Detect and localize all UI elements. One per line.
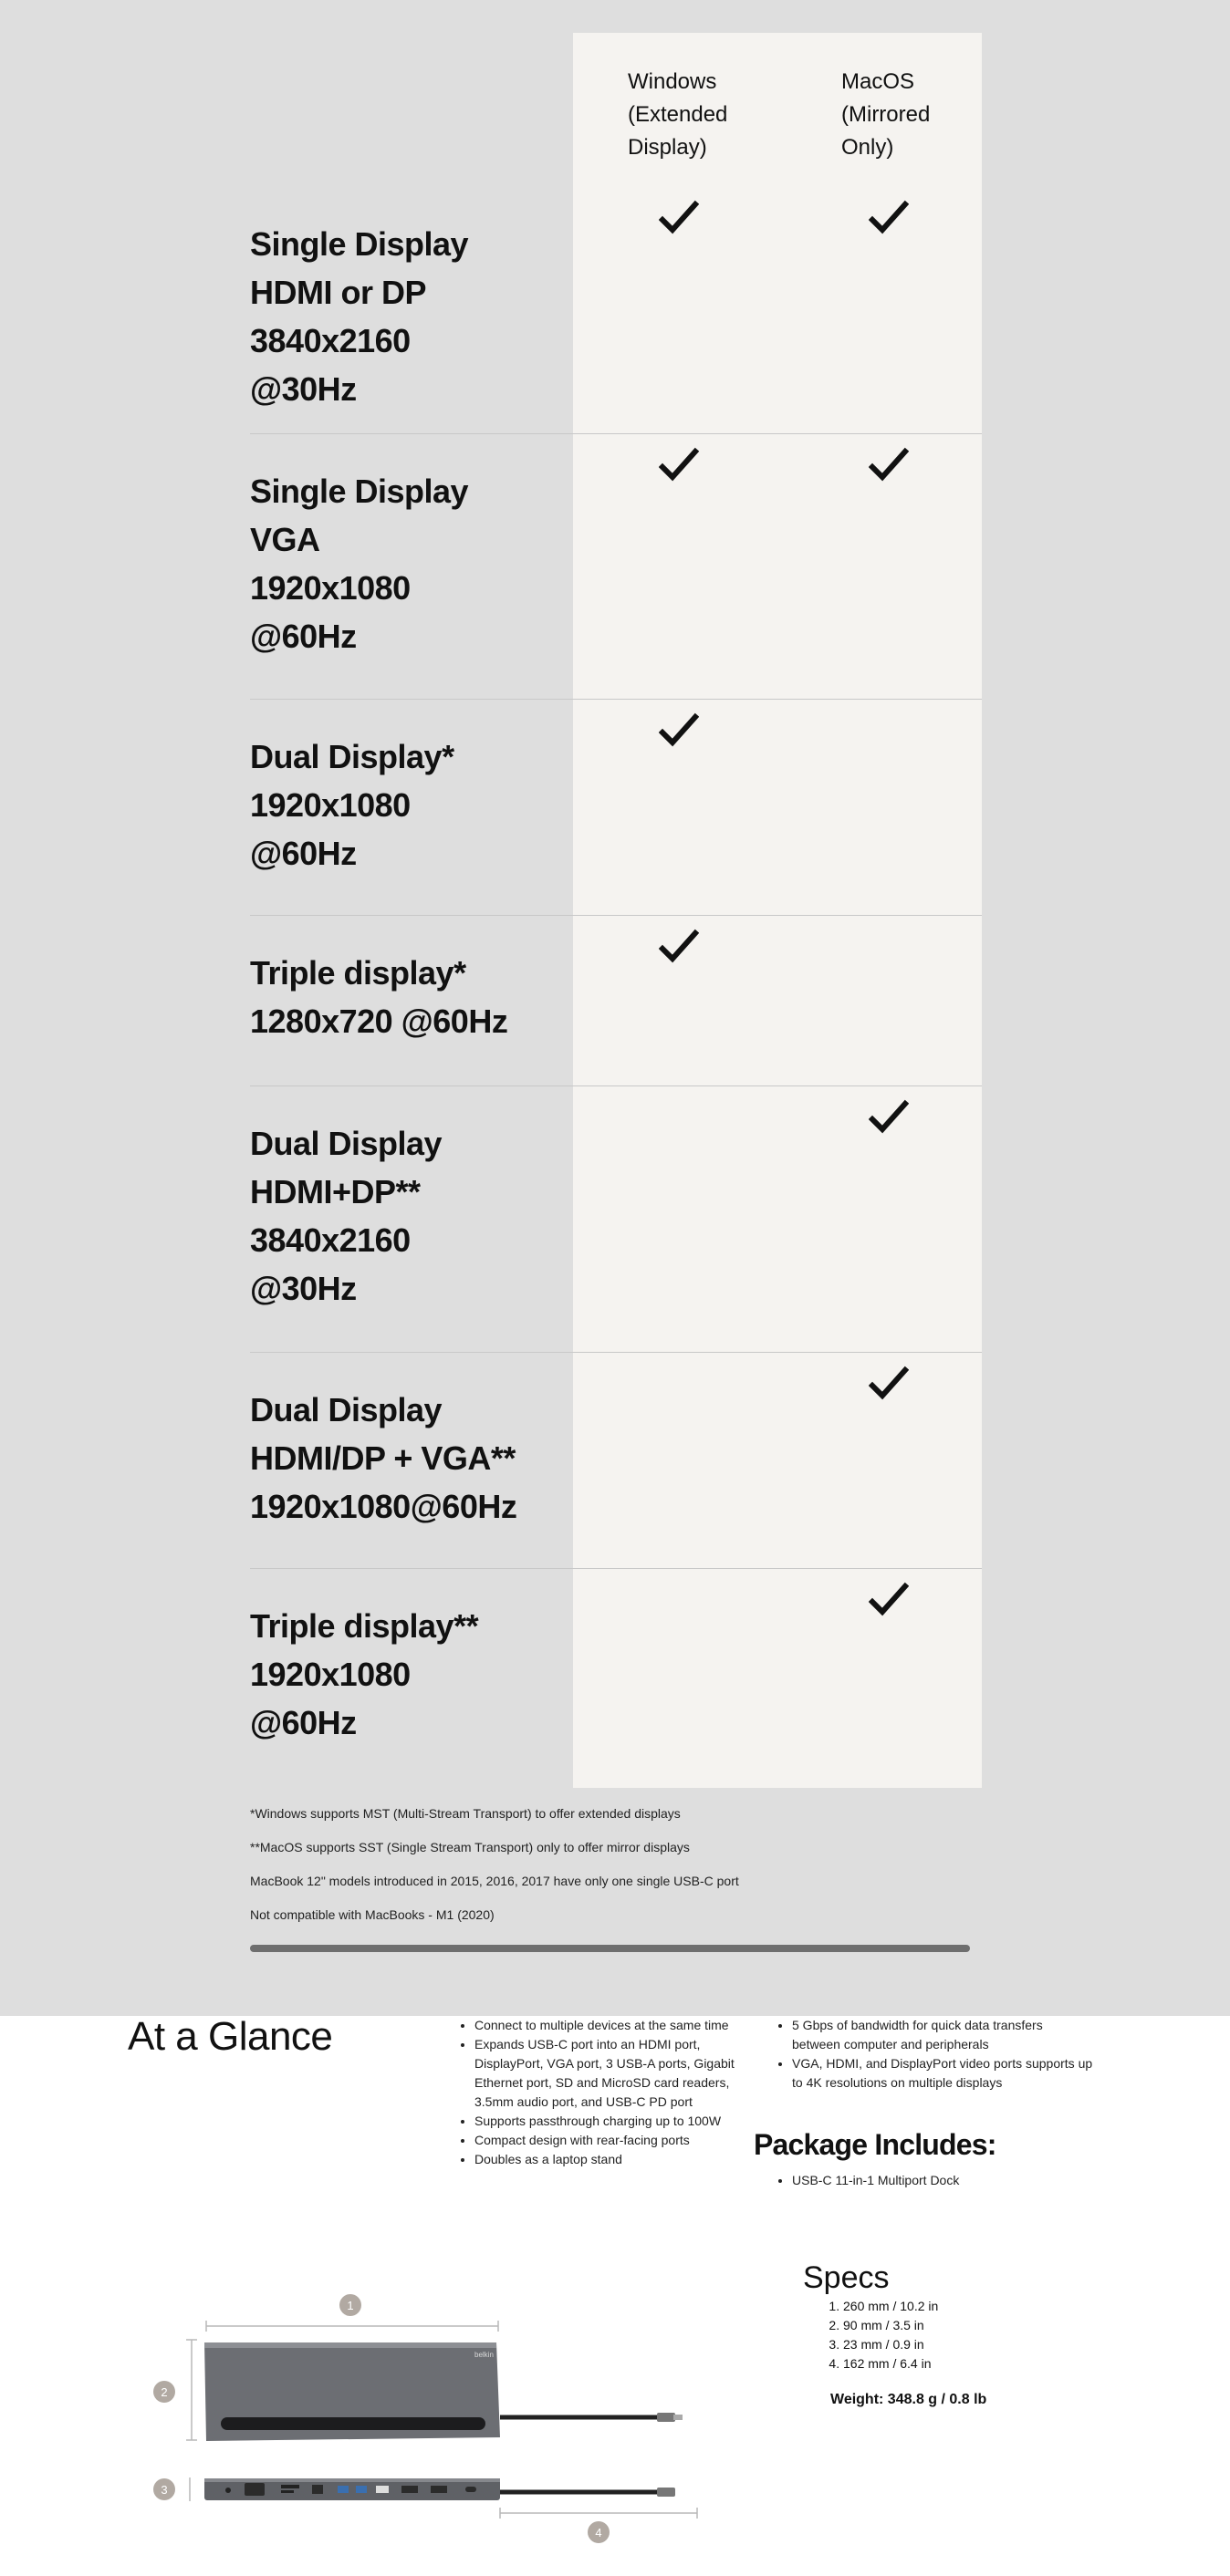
list-item: • Supports passthrough charging up to 100W <box>474 2112 766 2131</box>
macos-column-header: MacOS (Mirrored Only) <box>841 69 931 160</box>
spec-length: 1. 260 mm / 10.2 in <box>843 2297 938 2316</box>
list-item: • 5 Gbps of bandwidth for quick data transfers between computer and peripherals <box>792 2016 1093 2054</box>
spec-cable-length: 4. 162 mm / 6.4 in <box>843 2354 938 2373</box>
at-a-glance-title: At a Glance <box>128 2014 333 2059</box>
windows-check-icon <box>659 447 699 483</box>
macos-check-icon <box>869 1582 909 1618</box>
table-row <box>250 1086 982 1353</box>
list-item: • Doubles as a laptop stand <box>474 2150 766 2169</box>
specs-list <box>825 2297 938 2373</box>
row-label: Triple display* 1280x720 @60Hz <box>250 954 508 1040</box>
list-item: • USB-C 11-in-1 Multiport Dock <box>792 2171 1093 2190</box>
svg-text:3: 3 <box>161 2483 168 2497</box>
windows-check-icon <box>659 929 699 965</box>
macos-check-icon <box>869 200 909 236</box>
horizontal-scrollbar[interactable] <box>250 1945 970 1952</box>
footnote-sst: **MacOS supports SST (Single Stream Transport) only to offer mirror displays <box>250 1840 690 1854</box>
svg-text:2: 2 <box>161 2385 168 2399</box>
table-row <box>250 700 982 916</box>
row-label: Single Display VGA 1920x1080 @60Hz <box>250 473 469 655</box>
windows-column-header: Windows (Extended Display) <box>628 69 728 160</box>
table-row <box>250 1569 982 1788</box>
table-row <box>250 916 982 1086</box>
svg-text:4: 4 <box>595 2526 602 2540</box>
macos-check-icon <box>869 447 909 483</box>
specs-title: Specs <box>803 2260 890 2295</box>
spec-height: 3. 23 mm / 0.9 in <box>843 2335 938 2354</box>
table-row <box>250 187 982 434</box>
row-label: Single Display HDMI or DP 3840x2160 @30Hz <box>250 225 469 408</box>
spec-width: 2. 90 mm / 3.5 in <box>843 2316 938 2335</box>
macos-check-icon <box>869 1366 909 1402</box>
footnotes <box>250 1806 980 1941</box>
footnote-m1: Not compatible with MacBooks - M1 (2020) <box>250 1907 495 1922</box>
product-dimension-diagram <box>146 2280 712 2554</box>
package-list <box>774 2171 1093 2190</box>
windows-check-icon <box>659 712 699 749</box>
table-row <box>250 1353 982 1569</box>
features-list-right <box>774 2016 1093 2093</box>
list-item: • VGA, HDMI, and DisplayPort video ports supports up to 4K resolutions on multiple displays <box>792 2054 1093 2093</box>
package-includes-title: Package Includes: <box>754 2128 996 2161</box>
dock-illustration <box>146 2280 712 2554</box>
footnote-mst: *Windows supports MST (Multi-Stream Transport) to offer extended displays <box>250 1806 681 1821</box>
list-item: • Expands USB-C port into an HDMI port, DisplayPort, VGA port, 3 USB-A ports, Gigabit Ethernet port, SD and MicroSD card readers, 3.5mm audio port, and USB-C PD port <box>474 2035 766 2112</box>
table-row <box>250 434 982 700</box>
list-item: • Connect to multiple devices at the same time <box>474 2016 766 2035</box>
row-label: Triple display** 1920x1080 @60Hz <box>250 1607 479 1741</box>
features-list-left <box>456 2016 766 2169</box>
macos-check-icon <box>869 1099 909 1136</box>
row-label: Dual Display HDMI+DP** 3840x2160 @30Hz <box>250 1125 443 1307</box>
svg-text:1: 1 <box>347 2299 354 2312</box>
footnote-macbook12: MacBook 12" models introduced in 2015, 2016, 2017 have only one single USB-C port <box>250 1874 739 1888</box>
windows-check-icon <box>659 200 699 236</box>
svg-text:belkin: belkin <box>474 2351 494 2359</box>
row-label: Dual Display* 1920x1080 @60Hz <box>250 738 454 872</box>
row-label: Dual Display HDMI/DP + VGA** 1920x1080@60Hz <box>250 1391 517 1525</box>
weight-spec: Weight: 348.8 g / 0.8 lb <box>830 2392 987 2407</box>
list-item: • Compact design with rear-facing ports <box>474 2131 766 2150</box>
